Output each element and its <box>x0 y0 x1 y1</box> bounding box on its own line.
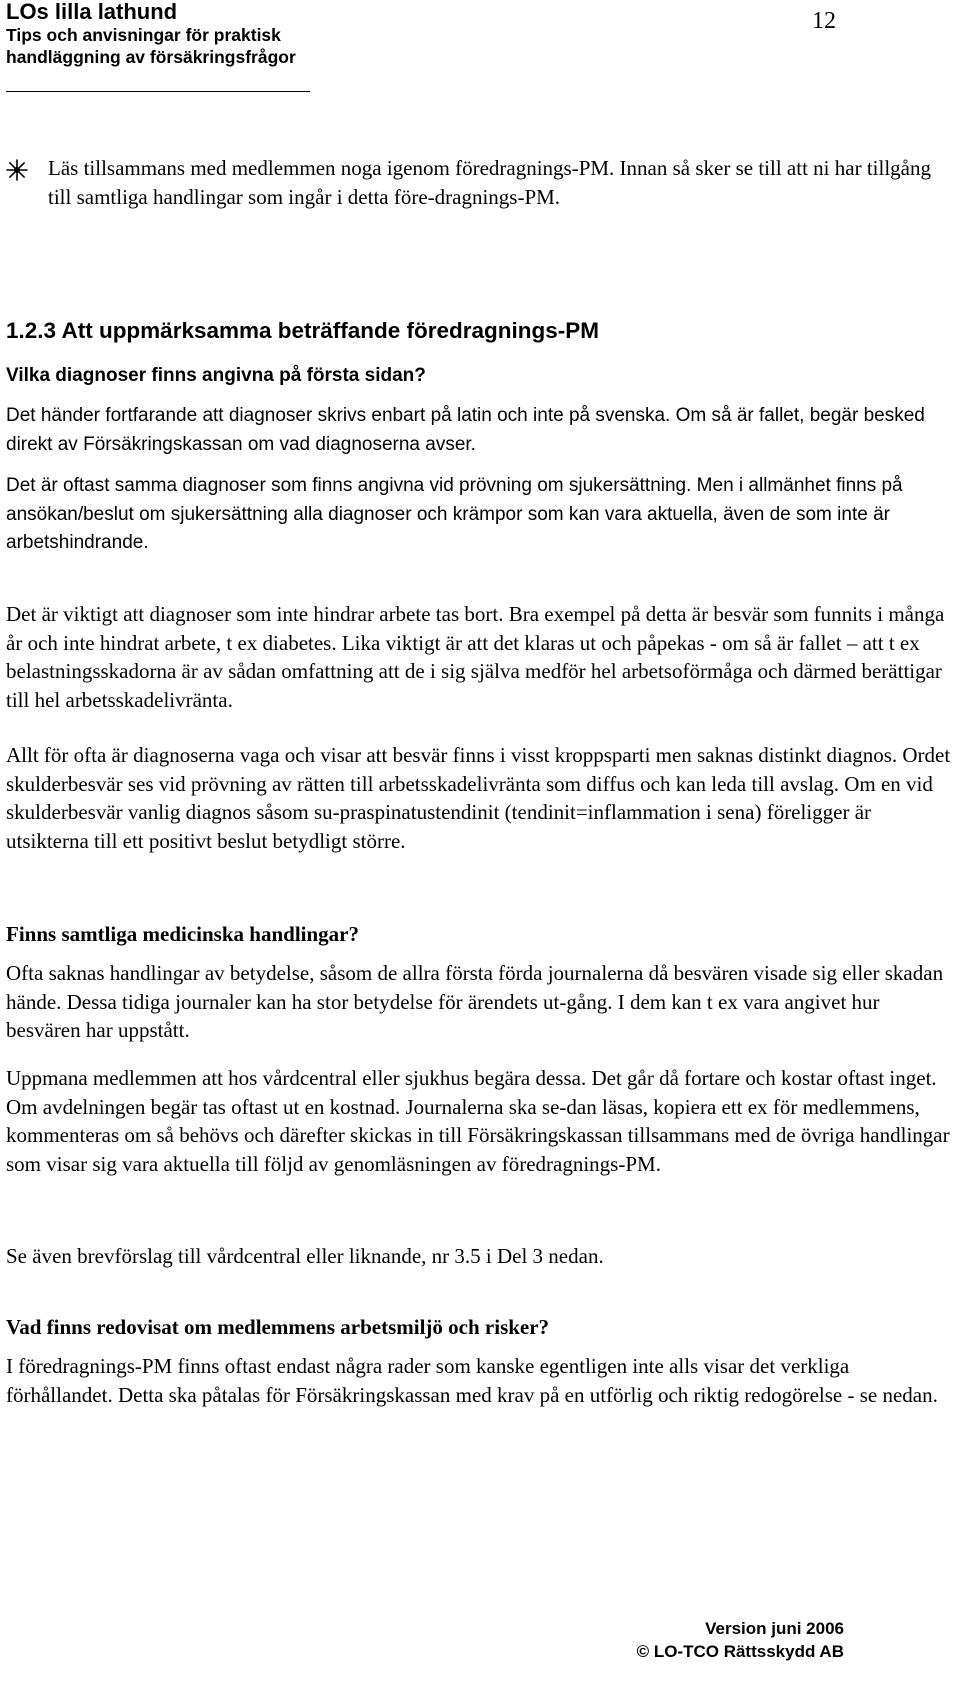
footer-version: Version juni 2006 <box>705 1619 844 1638</box>
note-block <box>6 154 956 211</box>
header-subtitle-line-2: handläggning av försäkringsfrågor <box>6 47 296 67</box>
paragraph-request-records: Uppmana medlemmen att hos vårdcentral eller sjukhus begära dessa. Det går då fortare och kostar oftast inget. Om avdelningen begär tas oftast ut en kostnad. Journalerna ska se-dan läsas, kopiera ett ex för medlemmens, kommenteras om så behövs och därefter skickas in till Försäkringskassan tillsammans med de övriga handlingar som visar sig vara aktuella till följd av genomläsningen av föredragnings-PM. <box>6 1066 950 1176</box>
paragraph-remove-diagnoses: Det är viktigt att diagnoser som inte hindrar arbete tas bort. Bra exempel på detta är besvär som funnits i många år och inte hindrat arbete, t ex diabetes. Lika viktigt är att det klaras ut och påpekas - om så är fallet – att t ex belastningsskadorna är av sådan omfattning att de i sig själva medför hel arbetsoförmåga och därmed berättigar till hel arbetsskadelivränta. <box>6 602 945 712</box>
section-heading: 1.2.3 Att uppmärksamma beträffande föredragnings-PM <box>6 318 600 343</box>
running-header <box>6 0 296 68</box>
paragraph-work-environment: I föredragnings-PM finns oftast endast några rader som kanske egentligen inte alls visar det verkliga förhållandet. Detta ska påtalas för Försäkringskassan med krav på en utförlig och riktig redogörelse - se nedan. <box>6 1354 938 1407</box>
header-rule <box>6 91 310 92</box>
page-number: 12 <box>812 8 836 34</box>
snowflake-asterisk-icon <box>6 159 28 181</box>
paragraph-latin-diagnoses: Det händer fortfarande att diagnoser skrivs enbart på latin och inte på svenska. Om så är fallet, begär besked direkt av Försäkringskassan om vad diagnoserna avser. <box>6 405 925 455</box>
paragraph-missing-records: Ofta saknas handlingar av betydelse, såsom de allra första förda journalerna då besvären visade sig eller skadan hände. Dessa tidiga journaler kan ha stor betydelse för ärendets ut-gång. I dem kan t ex vara angivet hur besvären har uppstått. <box>6 961 944 1042</box>
header-title: LOs lilla lathund <box>6 0 178 24</box>
question-medical-records: Finns samtliga medicinska handlingar? <box>6 922 359 946</box>
paragraph-letter-proposal: Se även brevförslag till vårdcentral eller liknande, nr 3.5 i Del 3 nedan. <box>6 1244 604 1268</box>
question-diagnoses: Vilka diagnoser finns angivna på första sidan? <box>6 365 426 386</box>
header-subtitle-line-1: Tips och anvisningar för praktisk <box>6 25 281 45</box>
paragraph-same-diagnoses: Det är oftast samma diagnoser som finns angivna vid prövning om sjukersättning. Men i allmänhet finns på ansökan/beslut om sjukersättning alla diagnoser och krämpor som kan vara aktuella, även de som inte är arbetshindrande. <box>6 475 903 553</box>
footer-copyright: © LO-TCO Rättsskydd AB <box>636 1642 844 1661</box>
paragraph-vague-diagnoses: Allt för ofta är diagnoserna vaga och visar att besvär finns i visst kroppsparti men saknas distinkt diagnos. Ordet skulderbesvär ses vid prövning av rätten till arbetsskadelivränta som diffus och kan leda till avslag. Om en vid skulderbesvär vanlig diagnos såsom su-praspinatustendinit (tendinit=inflammation i sena) föreligger är utsikterna till ett positivt beslut betydligt större. <box>6 743 951 853</box>
footer <box>637 1617 844 1663</box>
note-text: Läs tillsammans med medlemmen noga igenom föredragnings-PM. Innan så sker se till att ni har tillgång till samtliga handlingar som ingår i detta före-dragnings-PM. <box>48 156 931 209</box>
question-work-environment: Vad finns redovisat om medlemmens arbetsmiljö och risker? <box>6 1315 550 1339</box>
